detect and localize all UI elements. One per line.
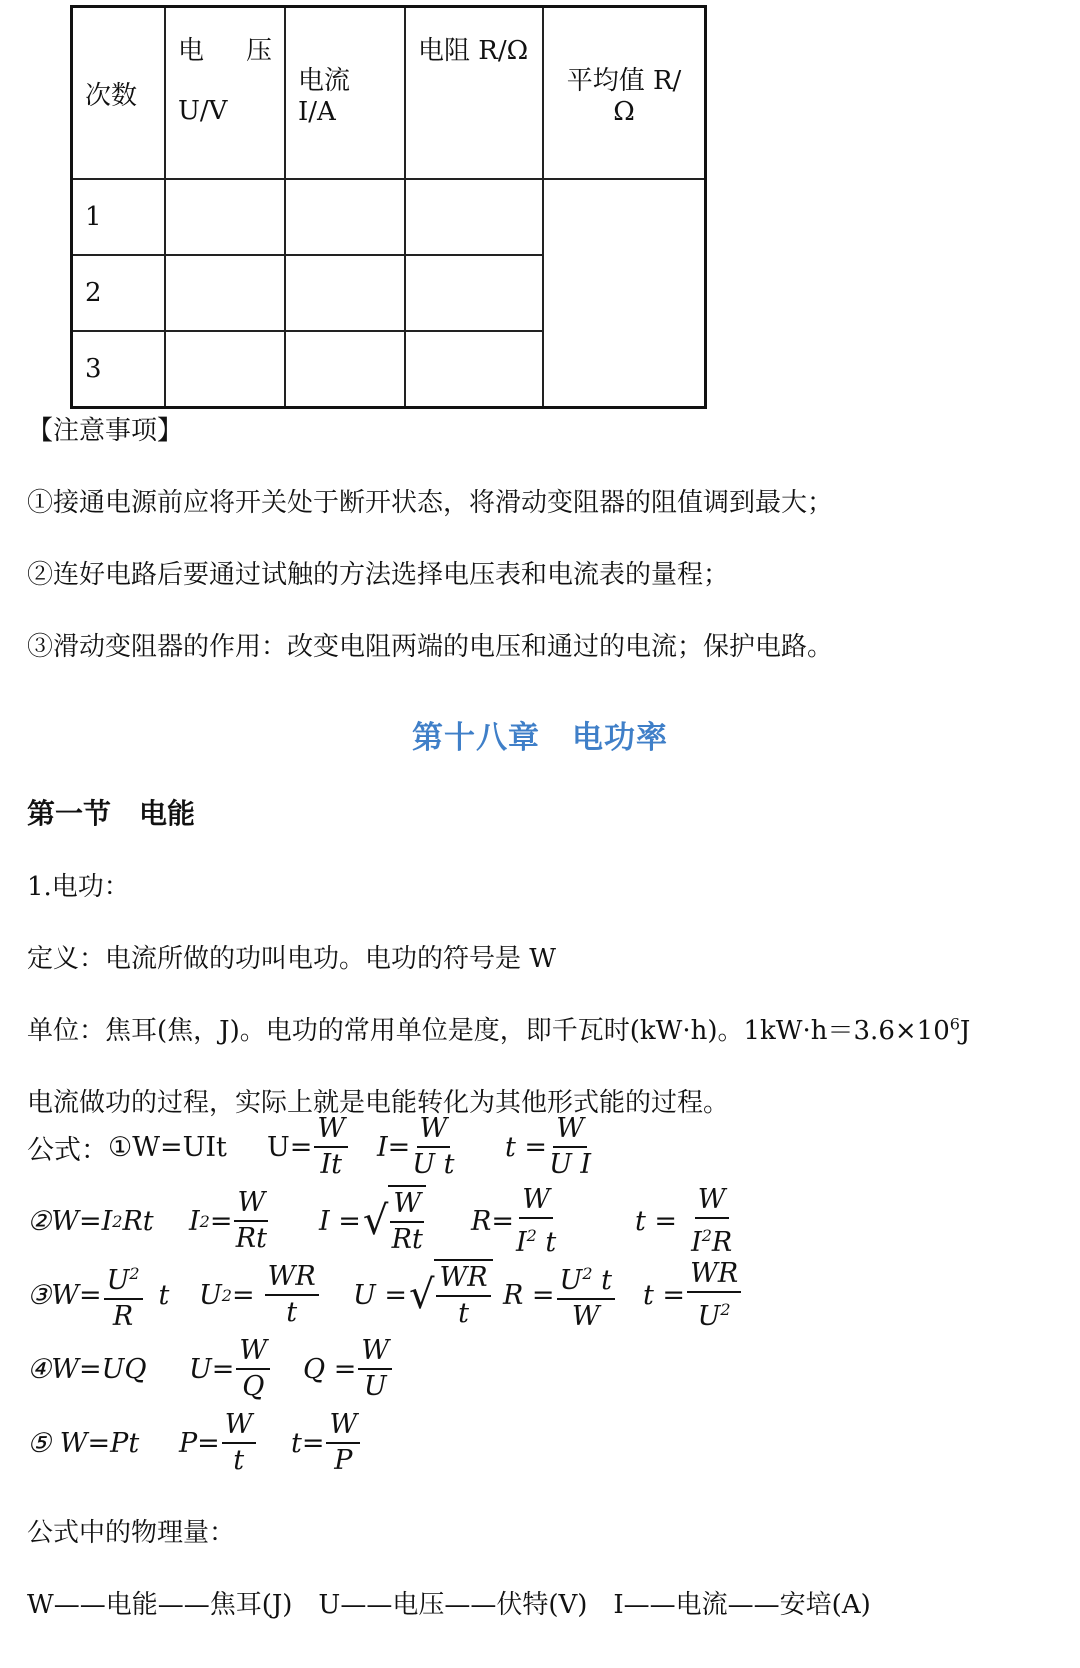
electric-work-unit [27,1010,970,1047]
f1c-den: U I [549,1149,592,1180]
f1a-fraction [314,1112,348,1182]
f3a-num: WR [265,1260,319,1296]
formula-4-main: ④W=UQ [27,1353,147,1385]
f3a-eq: = [231,1279,255,1311]
f2b-radicand [388,1185,426,1257]
f3d-fraction [687,1257,741,1334]
sqrt-symbol: √ [362,1198,389,1244]
f5b-den: P [334,1445,353,1476]
f1a-den: It [320,1149,343,1180]
f3-main-fraction [104,1257,143,1334]
header-average [543,7,706,180]
f2c-num: W [519,1183,553,1219]
f2-main-b: Rt [122,1205,154,1237]
f3c-den: W [571,1300,600,1332]
f3-main-tail: t [158,1279,170,1311]
f1b-lhs: I= [377,1131,411,1163]
f2a-eq: = [209,1205,233,1237]
f3c-num-exp: 2 [582,1263,593,1283]
f3a-exp: 2 [221,1285,232,1305]
formula-label-cell [27,1110,227,1184]
formula-5a [179,1406,258,1480]
f5a-lhs: P= [179,1427,220,1459]
measurement-table [70,5,707,409]
f3-main-den: R [112,1300,134,1332]
f5a-num: W [222,1408,256,1444]
f5b-lhs: t= [291,1427,325,1459]
header-voltage [165,7,285,180]
electric-work-definition: 定义：电流所做的功叫电功。电功的符号是 W [27,944,556,974]
formula-1-main: ①W=UIt [108,1131,227,1163]
f1c-num: W [553,1112,587,1148]
formula-5-main: ⑤ W=Pt [27,1427,140,1459]
note-item-3: ③滑动变阻器的作用：改变电阻两端的电压和通过的电流；保护电路。 [27,632,834,662]
f4a-den: Q [242,1371,265,1402]
formula-3c [503,1258,617,1332]
table-cell [165,331,285,408]
f3c-num-a: U [559,1264,583,1296]
f1c-lhs: t = [505,1131,548,1163]
formula-2-main [27,1184,154,1258]
f3c-fraction [557,1257,615,1334]
f2d-num: W [695,1183,729,1219]
unit-text: 单位：焦耳(焦，J)。电功的常用单位是度，即千瓦时(kW·h)。1kW·h＝3.6×10 [27,1016,950,1046]
f3d-num: WR [687,1257,741,1293]
row-index: 1 [72,179,166,255]
f1c-fraction [549,1112,591,1182]
average-cell [543,179,706,408]
header-voltage-char2: 压 [245,36,272,66]
f3-main-lhs: ③W= [27,1279,102,1311]
table-row [72,179,706,255]
formula-1a [267,1110,350,1184]
unit-end: J [959,1016,971,1046]
f1b-den: U t [412,1149,455,1180]
f5b-num: W [326,1408,360,1444]
note-item-1: ①接通电源前应将开关处于断开状态，将滑动变阻器的阻值调到最大； [27,488,834,518]
f4b-fraction [358,1334,392,1404]
f4a-lhs: U= [189,1353,235,1385]
f5b-fraction [326,1408,360,1478]
chapter-title: 第十八章 电功率 [412,720,668,756]
formula-3d [643,1258,743,1332]
formula-2d [635,1184,734,1258]
table-cell [285,331,405,408]
f3b-radicand [434,1259,492,1331]
f2a-lhs: I [189,1205,200,1237]
f5a-fraction [222,1408,256,1478]
f3d-den-exp: 2 [720,1299,731,1319]
header-count-text: 次数 [85,80,138,111]
f2a-exp: 2 [199,1211,210,1231]
formula-2c [471,1184,558,1258]
header-voltage-char1: 电 [178,36,205,66]
note-item-2: ②连好电路后要通过试触的方法选择电压表和电流表的量程； [27,560,730,590]
f5a-den: t [233,1445,245,1476]
f1b-num: W [417,1112,451,1148]
f3c-lhs: R = [503,1279,555,1311]
f2c-lhs: R= [471,1205,514,1237]
electric-work-process: 电流做功的过程，实际上就是电能转化为其他形式能的过程。 [27,1088,730,1118]
f3a-den: t [286,1297,298,1328]
formula-3-main [27,1258,169,1332]
f3d-lhs: t = [643,1279,686,1311]
f2c-den-exp: 2 [526,1225,537,1245]
header-voltage-unit: U/V [178,96,228,126]
formula-5b [291,1406,362,1480]
quantities-heading: 公式中的物理量： [27,1518,236,1548]
f3c-num-b: t [592,1264,612,1296]
f3c-num [557,1257,615,1300]
f4b-den: U [363,1371,387,1402]
table-cell [405,331,543,408]
f3-main-num-a: U [106,1264,130,1296]
f3d-den [698,1293,731,1334]
row-index: 2 [72,255,166,331]
f1b-fraction [412,1112,454,1182]
table-cell [405,255,543,331]
notes-title: 【注意事项】 [27,416,184,446]
f2a-num: W [234,1186,268,1222]
electric-work-heading: 1.电功： [27,872,130,902]
f2c-den [516,1219,556,1260]
formula-3a [199,1258,321,1332]
f3b-num: WR [436,1261,490,1297]
header-resistance-text: 电阻 R/Ω [418,36,529,66]
f3a-lhs: U [199,1279,222,1311]
f2d-fraction [691,1183,732,1260]
f3-main-num [104,1257,143,1300]
header-current-text: 电流 I/A [298,65,351,127]
f3-main-num-exp: 2 [129,1263,140,1283]
f2c-fraction [516,1183,556,1260]
header-resistance [405,7,543,180]
row-index: 3 [72,331,166,408]
f3b-lhs: U = [353,1279,407,1311]
f2a-fraction [234,1186,268,1256]
f2d-den-b: R [711,1226,733,1258]
f2a-den: Rt [235,1223,267,1254]
formula-4a [189,1332,272,1406]
f2b-lhs: I = [319,1205,361,1237]
f2c-den-a: I [515,1226,527,1258]
formula-label: 公式： [27,1134,108,1166]
formula-2a [189,1184,270,1258]
f2b-fraction [390,1187,424,1257]
f1a-num: W [314,1112,348,1148]
f4a-fraction [236,1334,270,1404]
f2c-den-b: t [536,1226,557,1258]
f4b-num: W [358,1334,392,1370]
formula-4b [303,1332,394,1406]
table-cell [165,255,285,331]
formula-1c [505,1110,593,1184]
f2b-num: W [390,1187,424,1223]
f3b-den: t [458,1298,469,1329]
quantities-line: W——电能——焦耳(J) U——电压——伏特(V) I——电流——安培(A) [27,1590,871,1620]
header-average-text: 平均值 R/Ω [566,65,682,127]
table-cell [285,255,405,331]
f2d-den-exp: 2 [701,1225,712,1245]
f3a-fraction [265,1260,319,1330]
f2-main-exp: 2 [112,1211,123,1231]
f2d-den [691,1219,732,1260]
header-count [72,7,166,180]
table-header-row [72,7,706,180]
f2d-den-a: I [691,1226,702,1258]
section-title: 第一节 电能 [27,797,196,830]
header-current [285,7,405,180]
f4b-lhs: Q = [303,1353,357,1385]
f2b-den: Rt [391,1224,423,1255]
sqrt-symbol: √ [408,1272,435,1318]
f3b-fraction [436,1261,490,1331]
formula-2b [319,1184,426,1258]
formula-1b [377,1110,456,1184]
table-cell [165,179,285,255]
unit-exponent: 6 [949,1014,960,1034]
table-cell [285,179,405,255]
f3d-den-a: U [697,1300,721,1332]
table-cell [405,179,543,255]
f4a-num: W [236,1334,270,1370]
f2d-lhs: t = [635,1205,678,1237]
f2-main-a: ②W=I [27,1205,113,1237]
f1a-lhs: U= [267,1131,313,1163]
formula-3b [353,1258,493,1332]
